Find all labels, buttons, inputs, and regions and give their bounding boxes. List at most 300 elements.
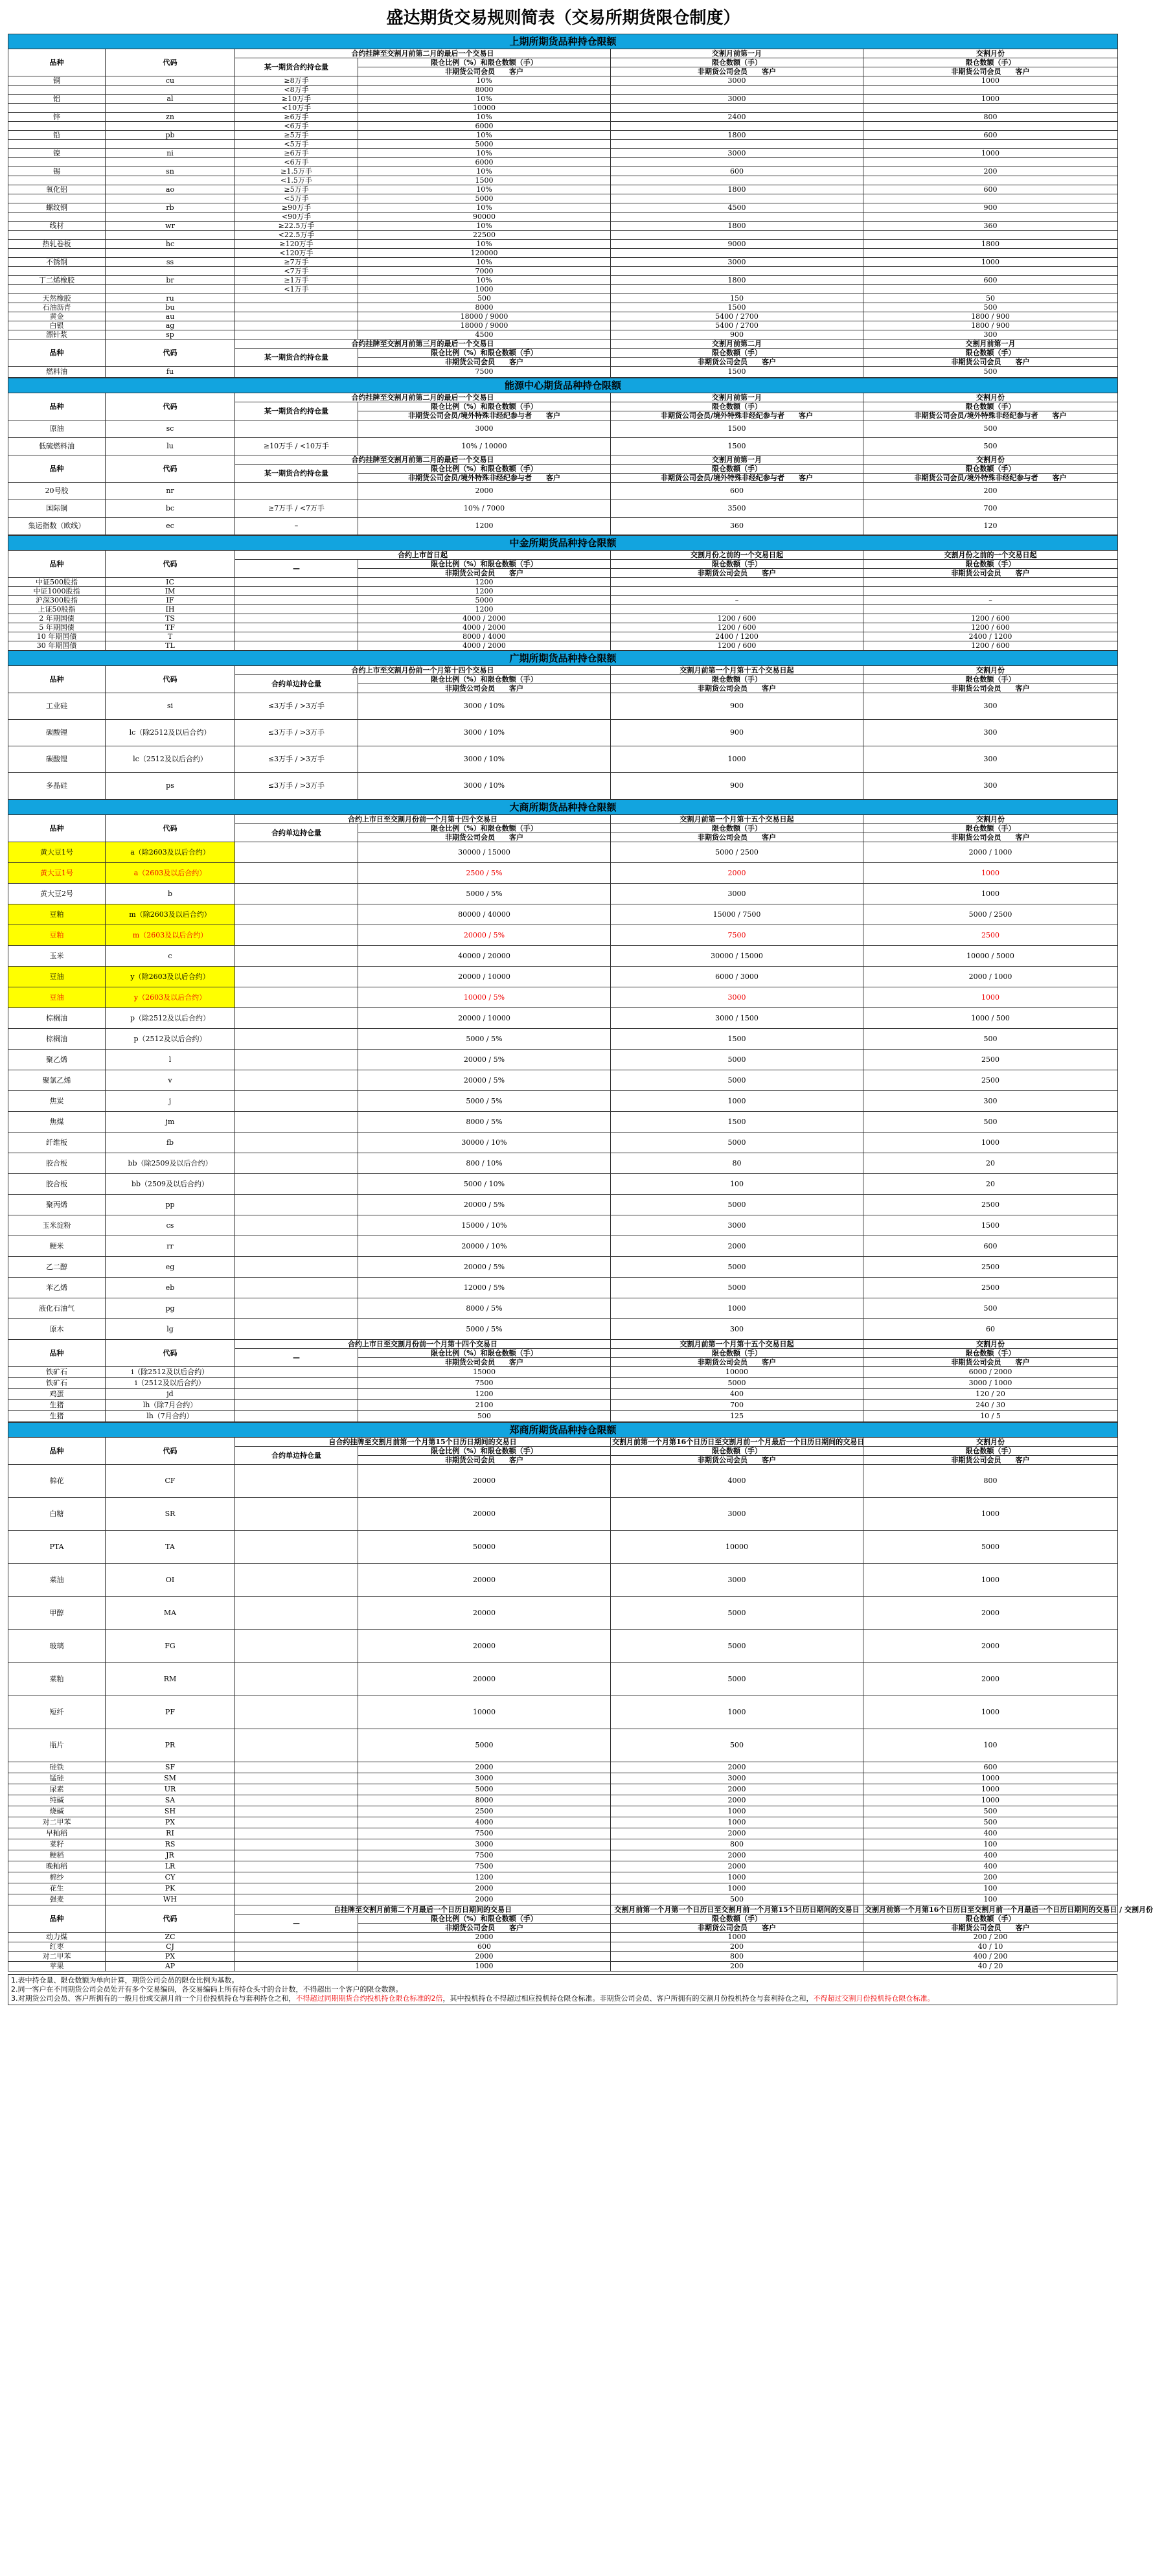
header-period-1: 合约上市日至交割月份前一个月第十四个交易日: [235, 1340, 611, 1349]
table-row: [8, 1298, 1118, 1319]
limit-cell-1: 500: [358, 1411, 611, 1422]
table-row: [8, 1806, 1118, 1817]
table-row: [8, 249, 1118, 258]
limit-cell-1: 1200: [358, 605, 611, 614]
limit-cell-1: 8000: [358, 1795, 611, 1806]
limit-cell-3: 20: [863, 1174, 1118, 1195]
header-variety: 品种: [8, 1905, 106, 1933]
header-limit: 限仓数额（手）: [611, 402, 863, 411]
header-ratio: 限仓比例（%）和限仓数额（手）: [358, 824, 611, 833]
open-interest-cell: [235, 1861, 358, 1872]
open-interest-cell: ≥6万手: [235, 113, 358, 122]
table-row: [8, 500, 1118, 518]
limit-cell-1: 40000 / 20000: [358, 946, 611, 967]
limit-cell-2: 1500: [611, 1112, 863, 1133]
header-limit: 限仓数额（手）: [863, 560, 1118, 569]
limit-cell-2: 1500: [611, 303, 863, 312]
header-limit: 限仓数额（手）: [611, 1447, 863, 1456]
variety-cell: 碳酸锂: [8, 720, 106, 746]
variety-cell: [8, 122, 106, 131]
code-cell: pg: [106, 1298, 235, 1319]
code-cell: y（除2603及以后合约）: [106, 967, 235, 987]
limit-cell-1: 12000 / 5%: [358, 1278, 611, 1298]
limit-cell-3: 200: [863, 1872, 1118, 1883]
limit-cell-3: 5000: [863, 1531, 1118, 1564]
table-row: [8, 76, 1118, 86]
limit-cell-3: 500: [863, 438, 1118, 455]
variety-cell: [8, 104, 106, 113]
limit-cell-3: [863, 104, 1118, 113]
limit-cell-1: 20000 / 5%: [358, 1050, 611, 1070]
limit-cell-1: 3000 / 10%: [358, 693, 611, 720]
limit-cell-1: 4000: [358, 1817, 611, 1828]
header-period-2: 交割月前第一月: [611, 49, 863, 58]
code-cell: jd: [106, 1389, 235, 1400]
variety-cell: 沪深300股指: [8, 596, 106, 605]
open-interest-cell: ≥5万手: [235, 185, 358, 194]
document-title: 盛达期货交易规则简表（交易所期货限仓制度）: [386, 8, 740, 28]
limit-cell-2: 1800: [611, 276, 863, 285]
limit-cell-1: 10%: [358, 149, 611, 158]
open-interest-cell: ≥7万手 / <7万手: [235, 500, 358, 518]
header-variety: 品种: [8, 1340, 106, 1367]
limit-cell-2: 5000: [611, 1597, 863, 1630]
limit-cell-2: 3000 / 1500: [611, 1008, 863, 1029]
header-member-client: 非期货公司会员 客户: [611, 833, 863, 842]
open-interest-cell: [235, 1400, 358, 1411]
limit-cell-2: 5000: [611, 1278, 863, 1298]
open-interest-cell: [235, 1850, 358, 1861]
variety-cell: [8, 249, 106, 258]
header-open-interest: 某一期货合约持仓量: [235, 402, 358, 420]
limit-cell-3: [863, 249, 1118, 258]
limit-cell-2: [611, 104, 863, 113]
code-cell: si: [106, 693, 235, 720]
code-cell: RS: [106, 1839, 235, 1850]
table-row: [8, 1762, 1118, 1773]
open-interest-cell: [235, 1762, 358, 1773]
limit-cell-1: 1200: [358, 1872, 611, 1883]
variety-cell: 纤维板: [8, 1133, 106, 1153]
open-interest-cell: [235, 1153, 358, 1174]
variety-cell: 黄大豆1号: [8, 863, 106, 884]
open-interest-cell: <22.5万手: [235, 231, 358, 240]
table-row: [8, 623, 1118, 632]
code-cell: IC: [106, 578, 235, 587]
table-row: [8, 1133, 1118, 1153]
limit-cell-1: 4000 / 2000: [358, 623, 611, 632]
limit-cell-2: 15000 / 7500: [611, 904, 863, 925]
code-cell: UR: [106, 1784, 235, 1795]
open-interest-cell: [235, 578, 358, 587]
open-interest-cell: [235, 1174, 358, 1195]
limit-cell-1: 15000: [358, 1367, 611, 1378]
header-period-2: 交割月前第一个月第一个日历日至交割月前一个月第15个日历日期间的交易日: [611, 1905, 863, 1915]
limit-cell-2: 6000 / 3000: [611, 967, 863, 987]
limit-cell-1: 1500: [358, 176, 611, 185]
limit-cell-1: 2000: [358, 1952, 611, 1962]
limit-cell-1: 2000: [358, 483, 611, 500]
limit-cell-2: 900: [611, 720, 863, 746]
table-row: [8, 632, 1118, 641]
limit-cell-2: 3500: [611, 500, 863, 518]
table-row: [8, 1257, 1118, 1278]
table-row: [8, 587, 1118, 596]
variety-cell: 不锈钢: [8, 258, 106, 267]
open-interest-cell: [235, 1378, 358, 1389]
header-variety: 品种: [8, 551, 106, 578]
header-code: 代码: [106, 815, 235, 842]
header-code: 代码: [106, 455, 235, 483]
variety-cell: 粳米: [8, 1236, 106, 1257]
limit-cell-3: 1800: [863, 240, 1118, 249]
variety-cell: 棕榈油: [8, 1008, 106, 1029]
header-member-client: 非期货公司会员 客户: [611, 1924, 863, 1933]
limits-table: [8, 1422, 1153, 1972]
limit-cell-3: 600: [863, 131, 1118, 140]
table-row: [8, 1070, 1118, 1091]
content: [8, 34, 1153, 1972]
limit-cell-3: 120 / 20: [863, 1389, 1118, 1400]
open-interest-cell: [235, 1319, 358, 1340]
limit-cell-3: 10 / 5: [863, 1411, 1118, 1422]
limit-cell-2: 1500: [611, 1029, 863, 1050]
header-code: 代码: [106, 393, 235, 420]
header-period-3: 交割月份: [863, 455, 1118, 465]
code-cell: TL: [106, 641, 235, 650]
limit-cell-1: 1000: [358, 285, 611, 294]
limit-cell-1: 20000 / 10000: [358, 967, 611, 987]
open-interest-cell: ≥7万手: [235, 258, 358, 267]
header-limit: 限仓数额（手）: [611, 58, 863, 67]
limit-cell-3: 100: [863, 1729, 1118, 1762]
limit-cell-3: [863, 267, 1118, 276]
variety-cell: 棉纱: [8, 1872, 106, 1883]
limit-cell-3: 1000: [863, 1564, 1118, 1597]
limit-cell-2: [611, 140, 863, 149]
code-cell: p（2512及以后合约）: [106, 1029, 235, 1050]
limit-cell-2: 5000: [611, 1630, 863, 1663]
limit-cell-3: 500: [863, 1806, 1118, 1817]
open-interest-cell: [235, 1070, 358, 1091]
code-cell: wr: [106, 222, 235, 231]
limit-cell-2: 1800: [611, 131, 863, 140]
limit-cell-3: 300: [863, 1091, 1118, 1112]
code-cell: ec: [106, 518, 235, 535]
open-interest-cell: [235, 483, 358, 500]
limit-cell-3: 200 / 200: [863, 1933, 1118, 1942]
code-cell: SR: [106, 1498, 235, 1531]
variety-cell: 苯乙烯: [8, 1278, 106, 1298]
code-cell: PX: [106, 1952, 235, 1962]
code-cell: lu: [106, 438, 235, 455]
limit-cell-1: 2000: [358, 1883, 611, 1894]
table-row: [8, 1883, 1118, 1894]
open-interest-cell: ≥10万手 / <10万手: [235, 438, 358, 455]
code-cell: a（2603及以后合约）: [106, 863, 235, 884]
header-limit: 限仓数额（手）: [611, 1915, 863, 1924]
variety-cell: 线材: [8, 222, 106, 231]
limit-cell-1: 8000 / 5%: [358, 1298, 611, 1319]
code-cell: FG: [106, 1630, 235, 1663]
variety-cell: 丁二烯橡胶: [8, 276, 106, 285]
limit-cell-2: [611, 176, 863, 185]
limit-cell-1: 20000 / 10000: [358, 1008, 611, 1029]
limit-cell-3: 600: [863, 276, 1118, 285]
code-cell: a（除2603及以后合约）: [106, 842, 235, 863]
limit-cell-3: 5000 / 2500: [863, 904, 1118, 925]
variety-cell: 豆粕: [8, 904, 106, 925]
open-interest-cell: [235, 1133, 358, 1153]
open-interest-cell: [235, 632, 358, 641]
variety-cell: 玉米: [8, 946, 106, 967]
open-interest-cell: [235, 1839, 358, 1850]
limits-table: [8, 378, 1118, 535]
code-cell: l: [106, 1050, 235, 1070]
variety-cell: 螺纹钢: [8, 203, 106, 213]
variety-cell: 粳稻: [8, 1850, 106, 1861]
limit-cell-3: 400 / 200: [863, 1952, 1118, 1962]
limit-cell-3: [863, 605, 1118, 614]
variety-cell: 30 年期国债: [8, 641, 106, 650]
limit-cell-2: [611, 587, 863, 596]
table-row: [8, 1773, 1118, 1784]
code-cell: hc: [106, 240, 235, 249]
limit-cell-1: 500: [358, 294, 611, 303]
variety-cell: 镍: [8, 149, 106, 158]
open-interest-cell: [235, 1215, 358, 1236]
header-member-client: 非期货公司会员 客户: [863, 67, 1118, 76]
table-row: [8, 967, 1118, 987]
variety-cell: 尿素: [8, 1784, 106, 1795]
open-interest-cell: <5万手: [235, 140, 358, 149]
limit-cell-3: 300: [863, 773, 1118, 799]
open-interest-cell: ≤3万手 / >3万手: [235, 693, 358, 720]
open-interest-cell: [235, 1008, 358, 1029]
variety-cell: 天然橡胶: [8, 294, 106, 303]
code-cell: i（除2512及以后合约）: [106, 1367, 235, 1378]
header-ratio: 限仓比例（%）和限仓数额（手）: [358, 349, 611, 358]
limit-cell-1: 120000: [358, 249, 611, 258]
open-interest-cell: [235, 596, 358, 605]
limit-cell-2: 1500: [611, 420, 863, 438]
header-member-client: 非期货公司会员 客户: [358, 1924, 611, 1933]
limit-cell-2: [611, 86, 863, 95]
table-row: [8, 158, 1118, 167]
limit-cell-3: [863, 158, 1118, 167]
limit-cell-2: 1000: [611, 746, 863, 773]
table-row: [8, 1729, 1118, 1762]
header-member-client: 非期货公司会员 客户: [358, 833, 611, 842]
table-row: [8, 104, 1118, 113]
variety-cell: 棕榈油: [8, 1029, 106, 1050]
code-cell: RI: [106, 1828, 235, 1839]
open-interest-cell: [235, 884, 358, 904]
header-period-3: 交割月份: [863, 815, 1118, 824]
limit-cell-1: 10000: [358, 104, 611, 113]
code-cell: [106, 267, 235, 276]
variety-cell: 液化石油气: [8, 1298, 106, 1319]
limit-cell-3: 500: [863, 1298, 1118, 1319]
open-interest-cell: [235, 1465, 358, 1498]
variety-cell: 焦炭: [8, 1091, 106, 1112]
header-open-interest: 某一期货合约持仓量: [235, 465, 358, 483]
variety-cell: 多晶硅: [8, 773, 106, 799]
limit-cell-2: 3000: [611, 149, 863, 158]
limit-cell-2: 125: [611, 1411, 863, 1422]
limit-cell-2: 900: [611, 773, 863, 799]
variety-cell: 石油沥青: [8, 303, 106, 312]
table-row: [8, 1400, 1118, 1411]
limit-cell-3: 600: [863, 1762, 1118, 1773]
table-row: [8, 176, 1118, 185]
table-row: [8, 720, 1118, 746]
table-row: [8, 1278, 1118, 1298]
limit-cell-3: 100: [863, 1894, 1118, 1905]
open-interest-cell: ≥120万手: [235, 240, 358, 249]
note-1: 1.表中持仓量、限仓数额为单向计算，期货公司会员的限仓比例为基数。: [11, 1976, 239, 1984]
header-open-interest: —: [235, 560, 358, 578]
table-row: [8, 1531, 1118, 1564]
code-cell: fb: [106, 1133, 235, 1153]
limit-cell-3: 20: [863, 1153, 1118, 1174]
code-cell: ag: [106, 321, 235, 330]
limit-cell-3: 2400 / 1200: [863, 632, 1118, 641]
table-row: [8, 596, 1118, 605]
variety-cell: 红枣: [8, 1942, 106, 1952]
header-variety: 品种: [8, 1438, 106, 1465]
header-member-client: 非期货公司会员 客户: [611, 569, 863, 578]
limit-cell-2: 7500: [611, 925, 863, 946]
header-variety: 品种: [8, 455, 106, 483]
code-cell: i（2512及以后合约）: [106, 1378, 235, 1389]
limit-cell-3: 50: [863, 294, 1118, 303]
limit-cell-2: 2000: [611, 1762, 863, 1773]
table-row: [8, 1091, 1118, 1112]
header-period-3: 交割月份: [863, 393, 1118, 402]
limit-cell-1: 5000 / 10%: [358, 1174, 611, 1195]
table-row: [8, 1962, 1118, 1972]
limit-cell-3: 500: [863, 303, 1118, 312]
limit-cell-2: 1000: [611, 1091, 863, 1112]
open-interest-cell: [235, 1962, 358, 1972]
header-limit: 限仓数额（手）: [863, 1915, 1118, 1924]
table-row: [8, 194, 1118, 203]
variety-cell: 棉花: [8, 1465, 106, 1498]
variety-cell: [8, 140, 106, 149]
limit-cell-3: 400: [863, 1861, 1118, 1872]
limit-cell-1: 2500: [358, 1806, 611, 1817]
limit-cell-2: 5400 / 2700: [611, 312, 863, 321]
limit-cell-3: 2000: [863, 1597, 1118, 1630]
variety-cell: 氧化铝: [8, 185, 106, 194]
limit-cell-2: 1000: [611, 1806, 863, 1817]
open-interest-cell: [235, 1952, 358, 1962]
open-interest-cell: [235, 1806, 358, 1817]
code-cell: IM: [106, 587, 235, 596]
code-cell: RM: [106, 1663, 235, 1696]
table-row: [8, 1411, 1118, 1422]
limit-cell-1: 5000: [358, 596, 611, 605]
variety-cell: 国际铜: [8, 500, 106, 518]
limit-cell-3: 1000 / 500: [863, 1008, 1118, 1029]
variety-cell: 鸡蛋: [8, 1389, 106, 1400]
limit-cell-1: 8000 / 5%: [358, 1112, 611, 1133]
limit-cell-1: 800 / 10%: [358, 1153, 611, 1174]
header-open-interest: 合约单边持仓量: [235, 1447, 358, 1465]
header-limit: 限仓数额（手）: [863, 1349, 1118, 1358]
limit-cell-2: 4500: [611, 203, 863, 213]
limit-cell-2: 600: [611, 167, 863, 176]
limit-cell-2: 100: [611, 1174, 863, 1195]
code-cell: sn: [106, 167, 235, 176]
limit-cell-1: 7000: [358, 267, 611, 276]
table-row: [8, 946, 1118, 967]
limit-cell-2: 3000: [611, 95, 863, 104]
header-ratio: 限仓比例（%）和限仓数额（手）: [358, 1447, 611, 1456]
limit-cell-3: 500: [863, 1029, 1118, 1050]
header-limit: 限仓数额（手）: [863, 402, 1118, 411]
code-cell: ao: [106, 185, 235, 194]
variety-cell: 白糖: [8, 1498, 106, 1531]
table-row: [8, 131, 1118, 140]
variety-cell: 热轧卷板: [8, 240, 106, 249]
table-row: [8, 1564, 1118, 1597]
limit-cell-1: 1200: [358, 578, 611, 587]
table-row: [8, 1942, 1118, 1952]
limit-cell-1: 3000: [358, 1773, 611, 1784]
section-title: 能源中心期货品种持仓限额: [8, 378, 1118, 393]
open-interest-cell: [235, 1795, 358, 1806]
header-period-1: 合约挂牌至交割月前第二月的最后一个交易日: [235, 393, 611, 402]
variety-cell: 原木: [8, 1319, 106, 1340]
header-open-interest: —: [235, 1915, 358, 1933]
header-period-2: 交割月前第二月: [611, 339, 863, 349]
variety-cell: 玻璃: [8, 1630, 106, 1663]
limit-cell-3: 600: [863, 185, 1118, 194]
header-period-2: 交割月前第一月: [611, 393, 863, 402]
variety-cell: 苹果: [8, 1962, 106, 1972]
table-row: [8, 1839, 1118, 1850]
note-2: 2.同一客户在不同期货公司会员处开有多个交易编码，各交易编码上所有持仓头寸的合计数，不得超出一个客户的限仓数额。: [11, 1985, 403, 1994]
variety-cell: [8, 194, 106, 203]
variety-cell: 聚丙烯: [8, 1195, 106, 1215]
code-cell: bc: [106, 500, 235, 518]
limit-cell-1: 7500: [358, 1378, 611, 1389]
variety-cell: [8, 86, 106, 95]
table-row: [8, 1215, 1118, 1236]
open-interest-cell: [235, 420, 358, 438]
open-interest-cell: ≥10万手: [235, 95, 358, 104]
header-ratio: 限仓比例（%）和限仓数额（手）: [358, 560, 611, 569]
header-period-2: 交割月前第一月: [611, 455, 863, 465]
limit-cell-1: 3000: [358, 420, 611, 438]
limit-cell-2: 2000: [611, 1828, 863, 1839]
limit-cell-2: [611, 249, 863, 258]
table-row: [8, 1236, 1118, 1257]
open-interest-cell: <5万手: [235, 194, 358, 203]
limit-cell-1: 5000 / 5%: [358, 1091, 611, 1112]
open-interest-cell: [235, 641, 358, 650]
open-interest-cell: <1万手: [235, 285, 358, 294]
variety-cell: 铁矿石: [8, 1367, 106, 1378]
limit-cell-3: 200: [863, 483, 1118, 500]
variety-cell: 铝: [8, 95, 106, 104]
limit-cell-2: 800: [611, 1839, 863, 1850]
open-interest-cell: ≥6万手: [235, 149, 358, 158]
variety-cell: 短纤: [8, 1696, 106, 1729]
limit-cell-3: 120: [863, 518, 1118, 535]
